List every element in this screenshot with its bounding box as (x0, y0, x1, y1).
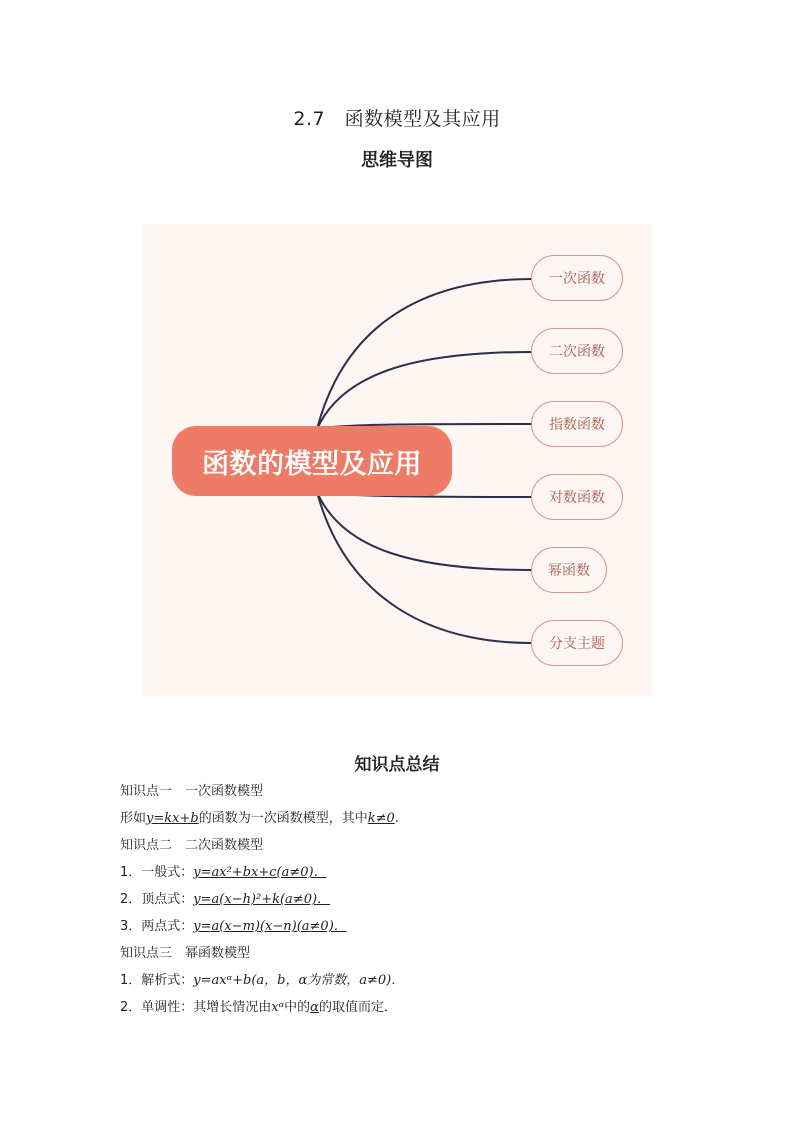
kp3-item1-label: 1．解析式： (120, 973, 194, 988)
kp2-item2-formula: y=a(x−h)²+k(a≠0)． (193, 892, 331, 907)
kp2-item3-label: 3．两点式： (120, 919, 194, 934)
kp3-item1 (120, 972, 404, 990)
summary-title: 知识点总结 (354, 755, 440, 775)
kp3-item2-label: 2．单调性：其增长情况由 (120, 1000, 272, 1015)
connector-5 (317, 492, 532, 570)
kp3-item2 (120, 999, 397, 1017)
kp3-item1-formula: y=axᵅ+b(a，b，α为常数，a≠0)． (193, 973, 405, 988)
mind-map (142, 224, 652, 696)
connector-1 (317, 279, 532, 429)
kp2-item1-formula: y=ax²+bx+c(a≠0)． (193, 865, 327, 880)
kp1-end: . (394, 811, 399, 826)
branch-logarithmic: 对数函数 (531, 474, 623, 520)
kp2-item3 (120, 918, 347, 936)
kp3-heading: 知识点三 幂函数模型 (120, 946, 251, 961)
kp3-item2-end: 的取值而定． (318, 1000, 397, 1015)
kp3-item2-param: α (310, 1000, 319, 1015)
center-node: 函数的模型及应用 (172, 426, 452, 496)
page-title: 2.7 函数模型及其应用 (293, 108, 501, 130)
branch-exponential: 指数函数 (531, 401, 623, 447)
kp3-item2-mid: 中的 (284, 1000, 311, 1015)
connector-2 (317, 352, 532, 429)
kp1-heading: 知识点一 一次函数模型 (120, 784, 264, 799)
branch-quadratic: 二次函数 (531, 328, 623, 374)
kp2-heading: 知识点二 二次函数模型 (120, 838, 264, 853)
kp1-cond: k≠0 (367, 811, 395, 826)
mindmap-heading: 思维导图 (361, 150, 433, 171)
branch-linear: 一次函数 (531, 255, 623, 301)
kp2-item2 (120, 891, 330, 909)
kp1-pre: 形如 (120, 811, 147, 826)
kp1-mid: 的函数为一次函数模型，其中 (198, 811, 368, 826)
kp1-formula: y=kx+b (146, 811, 199, 826)
kp1-text (120, 810, 399, 828)
kp2-item3-formula: y=a(x−m)(x−n)(a≠0)． (193, 919, 347, 934)
kp3-item2-var: xᵅ (271, 1000, 285, 1015)
kp2-item1 (120, 864, 327, 882)
kp2-item2-label: 2．顶点式： (120, 892, 194, 907)
kp2-item1-label: 1．一般式： (120, 865, 194, 880)
connector-6 (317, 492, 532, 643)
branch-subtopic: 分支主题 (531, 620, 623, 666)
branch-power: 幂函数 (531, 547, 607, 593)
